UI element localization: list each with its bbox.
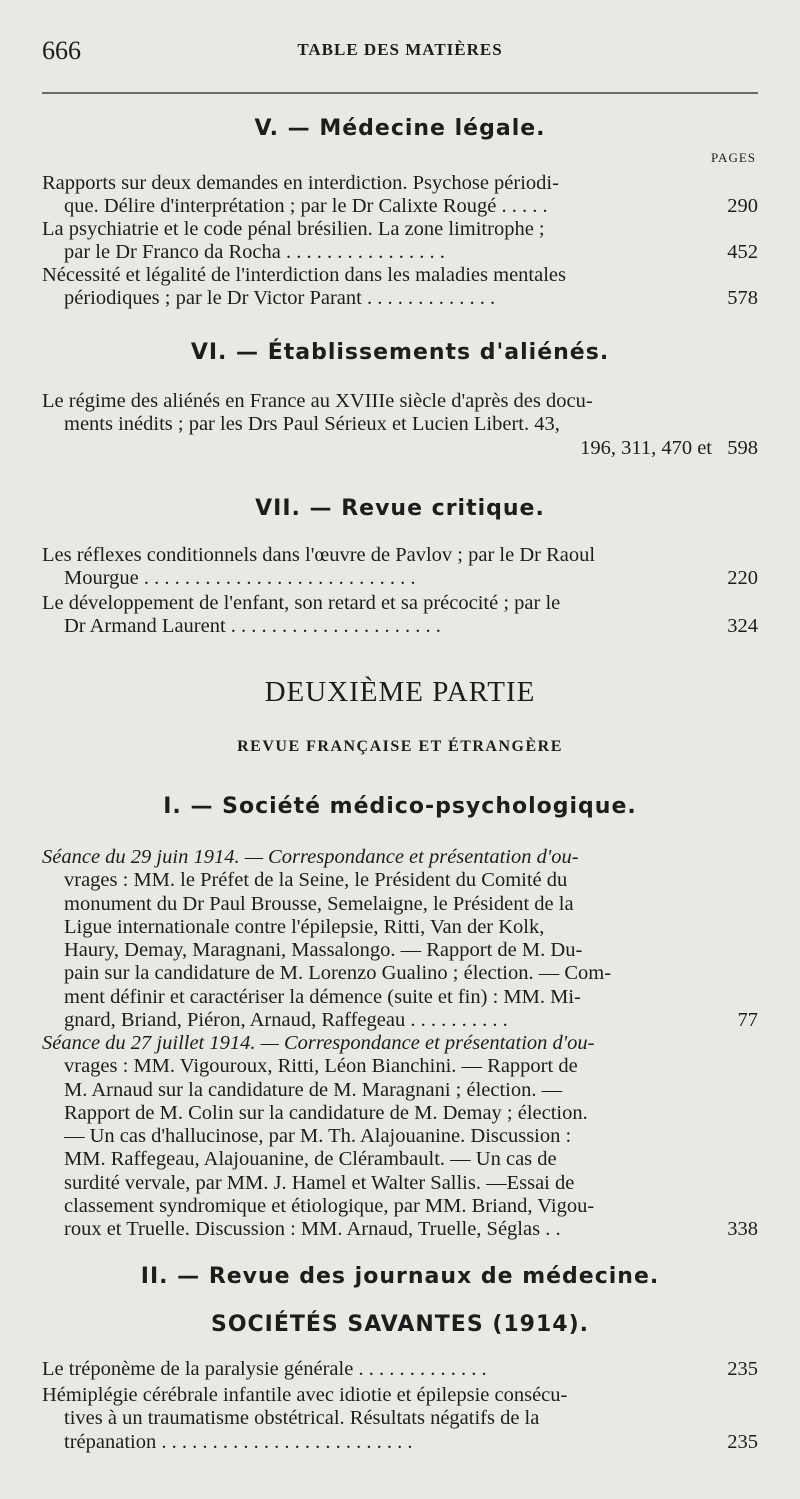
toc-entry: Le tréponème de la paralysie générale . . . . . . . . . . . . . 235 <box>42 1358 758 1380</box>
page-ref: 578 <box>727 287 758 310</box>
toc-entry: Nécessité et légalité de l'interdiction dans les maladies mentales périodiques ; par le Dr Victor Parant . . . . . . . . . . . . . 578 <box>42 264 758 310</box>
page-ref: 77 <box>737 1009 758 1032</box>
page-ref: 235 <box>727 1430 758 1453</box>
section-title-i: I. — Société médico-psychologique. <box>163 794 637 819</box>
page-ref: 235 <box>727 1358 758 1380</box>
section-title-vi: VI. — Établissements d'aliénés. <box>190 340 610 365</box>
running-title: TABLE DES MATIÈRES <box>297 40 503 59</box>
pages-column-label: PAGES <box>711 150 756 165</box>
toc-entry: Rapports sur deux demandes en interdiction. Psychose périodi- que. Délire d'interprétation ; par le Dr Calixte Rougé . . . . . 290 <box>42 172 758 218</box>
toc-entry: Le régime des aliénés en France au XVIIIe siècle d'après des docu- ments inédits ; par les Drs Paul Sérieux et Lucien Libert. 43, 196, 311, 470 et 598 <box>42 390 758 459</box>
section-title-v: V. — Médecine légale. <box>254 116 546 141</box>
page-ref: 598 <box>727 436 758 459</box>
toc-entry: Les réflexes conditionnels dans l'œuvre de Pavlov ; par le Dr Raoul Mourgue . . . . . . . . . . . . . . . . . . . . . . . . . . . 220 <box>42 544 758 590</box>
page-ref: 220 <box>727 567 758 590</box>
seance-entry: Séance du 27 juillet 1914. — Correspondance et présentation d'ou- vrages : MM. Vigouroux, Ritti, Léon Bianchini. — Rapport de M. Arnaud sur la candidature de M. Maragnani ; élection. — Rapport de M. Colin sur la candidature de M. Demay ; élection. — Un cas d'hallucinose, par M. Th. Alajouanine. Discussion : MM. Raffegeau, Alajouanine, de Clérambault. — Un cas de surdité vervale, par MM. J. Hamel et Walter Sallis. —Essai de classement syndromique et étiologique, par MM. Briand, Vigou- roux et Truelle. Discussion : MM. Arnaud, Truelle, Séglas . . 338 <box>42 1032 758 1241</box>
page-ref: 324 <box>727 615 758 638</box>
page-ref: 338 <box>727 1218 758 1241</box>
page-ref: 290 <box>727 195 758 218</box>
seance-entry: Séance du 29 juin 1914. — Correspondance et présentation d'ou- vrages : MM. le Préfet de la Seine, le Président du Comité du monument du Dr Paul Brousse, Semelaigne, le Président de la Ligue internationale contre l'épilepsie, Ritti, Van der Kolk, Haury, Demay, Maragnani, Massalongo. — Rapport de M. Du- pain sur la candidature de M. Lorenzo Gualino ; élection. — Com- ment définir et caractériser la démence (suite et fin) : MM. Mi- gnard, Briand, Piéron, Arnaud, Raffegeau . . . . . . . . . . 77 <box>42 846 758 1032</box>
page-ref: 452 <box>727 241 758 264</box>
societes-title: SOCIÉTÉS SAVANTES (1914). <box>210 1312 590 1337</box>
toc-entry: Le développement de l'enfant, son retard et sa précocité ; par le Dr Armand Laurent . . . . . . . . . . . . . . . . . . . . . 324 <box>42 592 758 638</box>
part-subtitle: REVUE FRANÇAISE ET ÉTRANGÈRE <box>237 738 563 755</box>
section-title-vii: VII. — Revue critique. <box>255 496 545 521</box>
part-title: DEUXIÈME PARTIE <box>264 676 536 708</box>
header-rule <box>42 92 758 94</box>
page-number: 666 <box>42 36 81 65</box>
toc-entry: Hémiplégie cérébrale infantile avec idiotie et épilepsie consécu- tives à un traumatisme obstétrical. Résultats négatifs de la trépanation . . . . . . . . . . . . . . . . . . . . . . . . . 235 <box>42 1384 758 1453</box>
toc-entry: La psychiatrie et le code pénal brésilien. La zone limitrophe ; par le Dr Franco da Rocha . . . . . . . . . . . . . . . . 452 <box>42 218 758 264</box>
section-title-ii: II. — Revue des journaux de médecine. <box>140 1264 660 1289</box>
